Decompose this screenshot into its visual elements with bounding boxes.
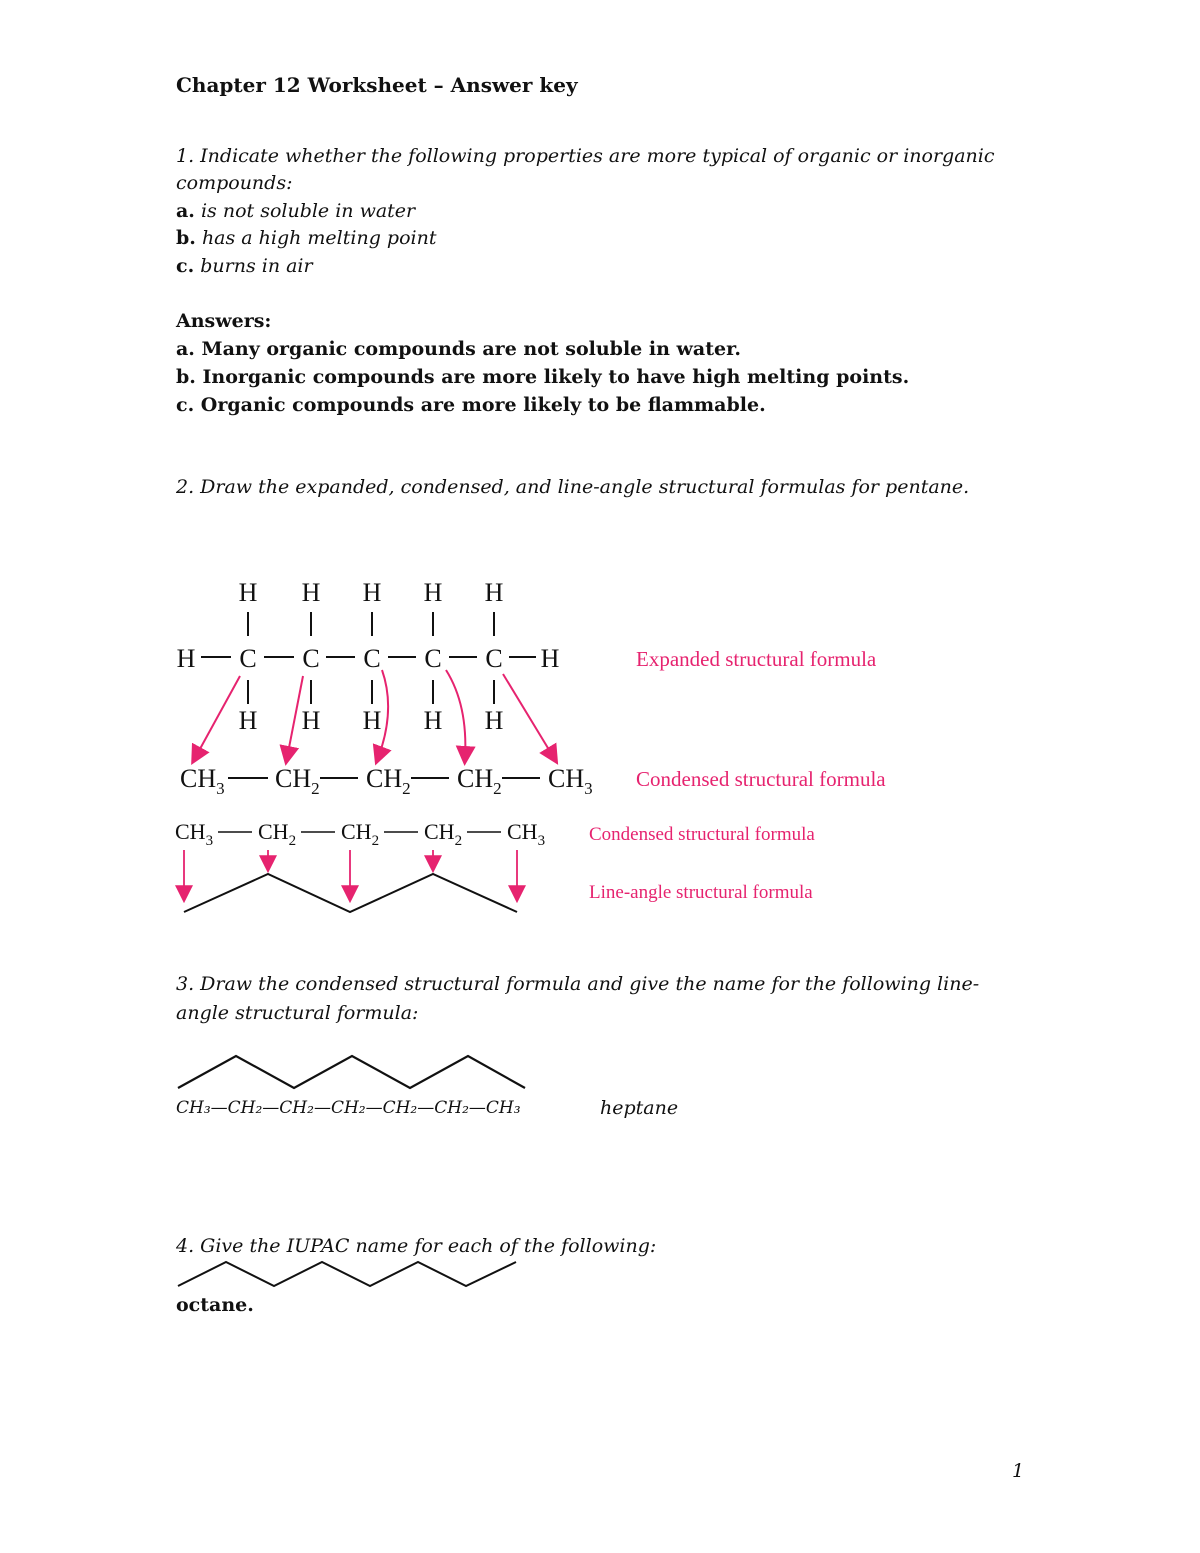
page-number: 1 [1012,1460,1025,1482]
condensed-row2-ch2-c: $CH_2$ [424,819,463,849]
condensed-row2-ch3-right: $CH_3$ [507,819,546,849]
q1-item-c-text: burns in air [194,255,313,277]
q1-prompt-line1: 1. Indicate whether the following properties are more typical of organic or inorganic [176,145,995,167]
q1-item-c-letter: c. [176,255,195,277]
q3-prompt-line2: angle structural formula: [176,1002,419,1024]
condensed-row2-ch3-left: $CH_3$ [175,819,214,849]
atom-c-1: C [239,644,257,673]
q3-condensed-formula: CH₃—CH₂—CH₂—CH₂—CH₂—CH₂—CH₃ [176,1098,521,1118]
atom-h-top-1: H [238,578,258,607]
q4-answer: octane. [176,1294,254,1316]
q1-answers-heading: Answers: [176,310,272,332]
q1-prompt-line2: compounds: [176,172,293,194]
atom-h-bottom-3: H [362,706,382,735]
condensed-row1-ch2-b: $CH_2$ [366,764,411,798]
condensed-row1-ch3-right: $CH_3$ [548,764,593,798]
condensed-row1-ch2-a: $CH_2$ [275,764,320,798]
label-condensed-2: Condensed structural formula [589,824,815,845]
q1-item-a-text: is not soluble in water [194,200,416,222]
q1-item-b-letter: b. [176,227,196,249]
atom-c-5: C [485,644,503,673]
label-condensed: Condensed structural formula [636,767,886,791]
atom-h-bottom-1: H [238,706,258,735]
q3-name-answer: heptane [600,1097,679,1119]
atom-h-right: H [540,644,560,673]
atom-h-bottom-4: H [423,706,443,735]
atom-h-left: H [176,644,196,673]
atom-c-2: C [302,644,320,673]
atom-h-bottom-2: H [301,706,321,735]
atom-h-bottom-5: H [484,706,504,735]
q1-answer-c: c. Organic compounds are more likely to be flammable. [176,394,766,416]
page-title: Chapter 12 Worksheet – Answer key [176,73,578,97]
condensed-row1-ch3-left: $CH_3$ [180,764,225,798]
condensed-row2-ch2-b: $CH_2$ [341,819,380,849]
atom-h-top-4: H [423,578,443,607]
q1-answer-b: b. Inorganic compounds are more likely to have high melting points. [176,366,910,388]
q4-prompt: 4. Give the IUPAC name for each of the following: [176,1235,657,1257]
q2-prompt: 2. Draw the expanded, condensed, and line-angle structural formulas for pentane. [176,476,970,498]
label-expanded: Expanded structural formula [636,647,877,671]
atom-h-top-2: H [301,578,321,607]
q1-answer-a: a. Many organic compounds are not soluble in water. [176,338,741,360]
q3-prompt-line1: 3. Draw the condensed structural formula and give the name for the following line- [176,973,980,995]
atom-h-top-3: H [362,578,382,607]
condensed-row2-ch2-a: $CH_2$ [258,819,297,849]
label-line-angle: Line-angle structural formula [589,882,813,903]
q1-item-b-text: has a high melting point [195,227,437,249]
q1-item-a-letter: a. [176,200,195,222]
condensed-row1-ch2-c: $CH_2$ [457,764,502,798]
atom-c-4: C [424,644,442,673]
atom-c-3: C [363,644,381,673]
atom-h-top-5: H [484,578,504,607]
